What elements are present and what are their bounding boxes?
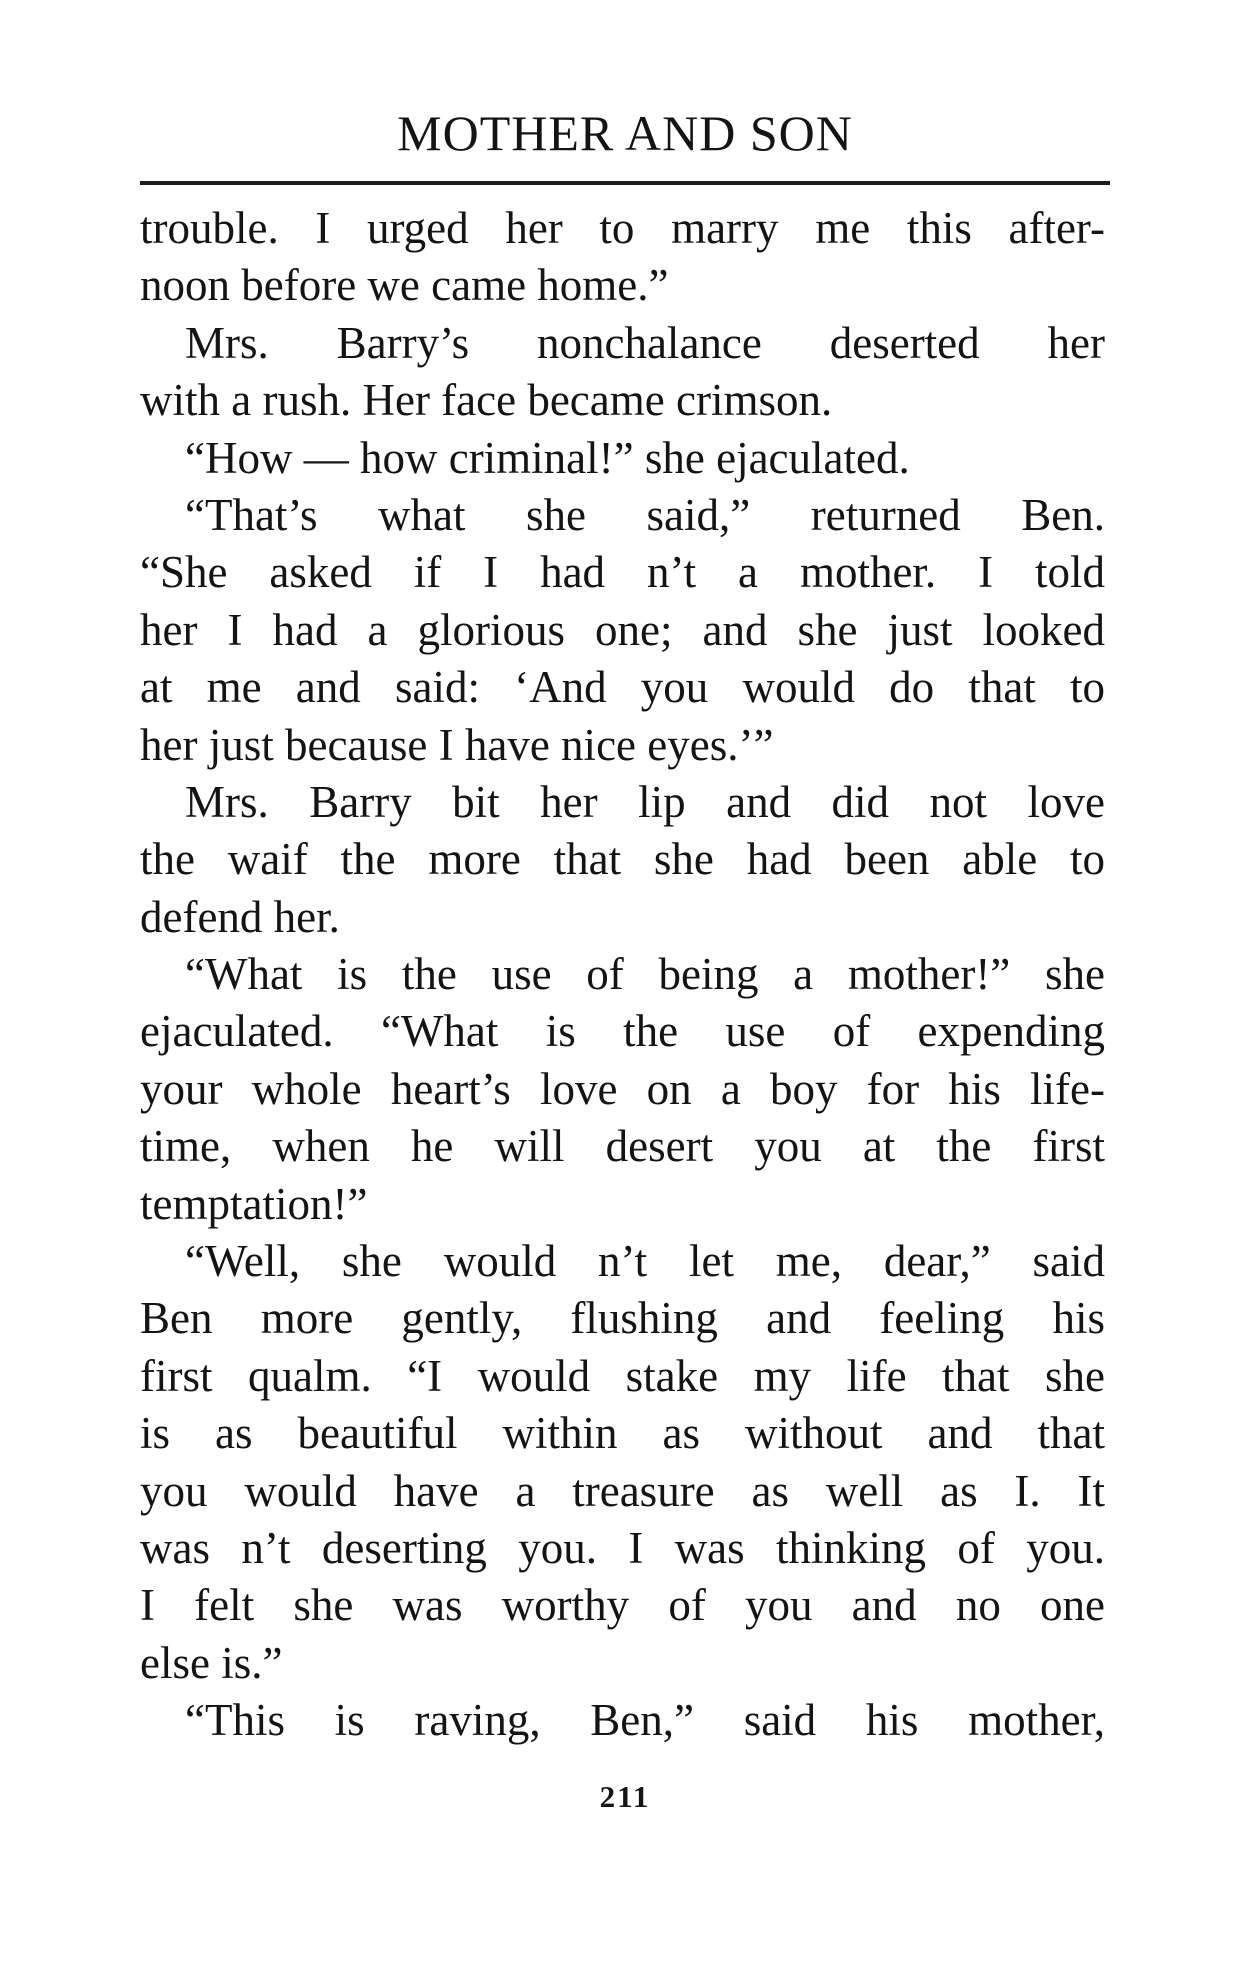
text-line: is as beautiful within as without and that (140, 1408, 1105, 1459)
text-line: first qualm. “I would stake my life that she (140, 1350, 1105, 1401)
text-line: else is.” (140, 1637, 283, 1688)
text-line: “She asked if I had n’t a mother. I told (140, 547, 1105, 598)
text-line: at me and said: ‘And you would do that to (140, 662, 1105, 713)
text-line: the waif the more that she had been able to (140, 834, 1105, 885)
text-line: Ben more gently, flushing and feeling his (140, 1293, 1105, 1344)
text-line: noon before we came home.” (140, 260, 669, 311)
text-line: Mrs. Barry’s nonchalance deserted her (185, 317, 1105, 368)
page-number: 211 (599, 1779, 651, 1814)
text-line: Mrs. Barry bit her lip and did not love (185, 776, 1105, 827)
text-line: I felt she was worthy of you and no one (140, 1580, 1105, 1631)
text-line: trouble. I urged her to marry me this after- (140, 203, 1105, 253)
text-line: you would have a treasure as well as I. It (140, 1465, 1105, 1516)
text-line: ejaculated. “What is the use of expending (140, 1006, 1105, 1057)
text-line: temptation!” (140, 1178, 368, 1229)
body-text (140, 200, 1105, 1750)
text-line: “This is raving, Ben,” said his mother, (185, 1695, 1105, 1746)
text-line: your whole heart’s love on a boy for his life- (140, 1063, 1105, 1114)
text-line: with a rush. Her face became crimson. (140, 375, 833, 426)
text-line: “That’s what she said,” returned Ben. (185, 489, 1105, 540)
text-line: her just because I have nice eyes.’” (140, 719, 774, 770)
text-line: “How — how criminal!” she ejaculated. (185, 432, 910, 483)
text-line: “What is the use of being a mother!” she (185, 949, 1105, 1000)
text-line: was n’t deserting you. I was thinking of you. (140, 1522, 1105, 1573)
header-rule (140, 181, 1110, 185)
running-head: MOTHER AND SON (397, 105, 853, 161)
text-line: her I had a glorious one; and she just looked (140, 604, 1105, 655)
text-line: defend her. (140, 891, 340, 942)
text-line: “Well, she would n’t let me, dear,” said (185, 1236, 1105, 1287)
text-line: time, when he will desert you at the first (140, 1121, 1105, 1172)
